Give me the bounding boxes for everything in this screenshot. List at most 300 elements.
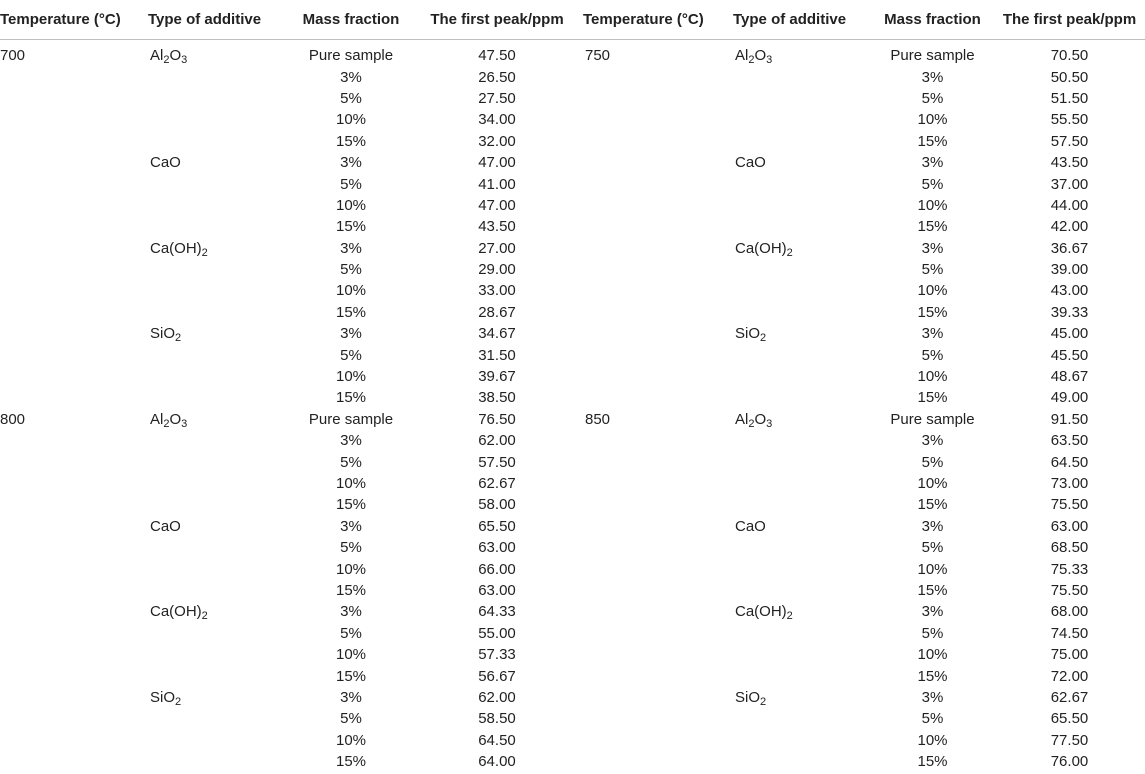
first-peak-cell: 39.67: [478, 368, 516, 386]
additive-cell: CaO: [150, 154, 181, 172]
first-peak-cell: 68.50: [1050, 539, 1089, 557]
table-row: [0, 88, 1145, 109]
additive-cell: [733, 409, 871, 430]
mass-fraction-cell: 10%: [335, 646, 367, 664]
table-row: [0, 516, 1145, 537]
first-peak-cell: 38.50: [478, 389, 516, 407]
temperature-cell: [0, 623, 148, 644]
additive-cell: [148, 430, 291, 451]
additive-cell: [733, 730, 871, 751]
formula-subscript: 2: [760, 695, 767, 708]
first-peak-cell: 58.00: [478, 496, 516, 514]
table-row: [0, 323, 1145, 344]
first-peak-cell: 47.00: [478, 196, 516, 214]
mass-fraction-cell: 3%: [921, 154, 944, 172]
temperature-cell: [0, 238, 148, 259]
first-peak-cell: 39.00: [1050, 261, 1089, 279]
first-peak-cell: 62.67: [478, 475, 516, 492]
temperature-cell: [0, 601, 148, 622]
formula-text: Ca(OH): [150, 239, 202, 257]
mass-fraction-cell: 3%: [340, 432, 362, 450]
temperature-cell: [583, 473, 733, 494]
formula-subscript: 3: [181, 417, 188, 430]
additive-cell: [148, 537, 291, 558]
first-peak-cell: 42.00: [1050, 218, 1089, 236]
temperature-cell: [0, 280, 148, 301]
temperature-cell: [0, 259, 148, 280]
first-peak-cell: 63.00: [478, 539, 516, 557]
mass-fraction-cell: 5%: [340, 175, 362, 193]
first-peak-cell: 75.50: [1050, 496, 1089, 514]
mass-fraction-cell: 3%: [921, 517, 944, 535]
table-row: [0, 195, 1145, 216]
mass-fraction-cell: 10%: [917, 646, 948, 664]
header-mass-fraction: Mass fraction: [291, 0, 411, 40]
additive-cell: [733, 580, 871, 601]
table-row: [0, 708, 1145, 729]
mass-fraction-cell: 3%: [921, 68, 944, 86]
header-temperature: Temperature (°C): [0, 0, 148, 40]
first-peak-cell: 63.50: [1050, 432, 1089, 450]
temperature-cell: [0, 216, 148, 237]
additive-cell: [733, 387, 871, 408]
temperature-cell: 750: [585, 47, 611, 65]
first-peak-cell: 36.67: [1050, 239, 1089, 257]
first-peak-cell: 55.00: [478, 624, 516, 642]
temperature-cell: 700: [0, 47, 26, 65]
table-row: [0, 40, 1145, 67]
temperature-cell: [0, 687, 148, 708]
additive-cell: [148, 366, 291, 387]
mass-fraction-cell: 3%: [340, 154, 362, 172]
first-peak-cell: 75.50: [1050, 581, 1089, 599]
mass-fraction-cell: Pure sample: [890, 410, 975, 428]
formula-text: Al: [150, 410, 164, 428]
mass-fraction-cell: 3%: [340, 688, 362, 706]
temperature-cell: [0, 173, 148, 194]
formula-text: Ca(OH): [150, 603, 202, 621]
additive-cell: [148, 238, 291, 259]
temperature-cell: [0, 644, 148, 665]
mass-fraction-cell: 5%: [340, 89, 362, 107]
additive-cell: [733, 238, 871, 259]
first-peak-cell: 47.00: [478, 154, 516, 172]
table-row: [0, 131, 1145, 152]
temperature-cell: [583, 323, 733, 344]
temperature-cell: [583, 623, 733, 644]
additive-cell: [733, 280, 871, 301]
formula-subscript: 2: [786, 610, 793, 623]
temperature-cell: [583, 494, 733, 515]
mass-fraction-cell: 3%: [921, 432, 944, 450]
mass-fraction-cell: 15%: [335, 496, 367, 514]
first-peak-cell: 47.50: [478, 47, 516, 65]
temperature-cell: [0, 451, 148, 472]
first-peak-cell: 62.00: [478, 432, 516, 450]
mass-fraction-cell: 5%: [921, 453, 944, 471]
mass-fraction-cell: 10%: [917, 111, 948, 129]
first-peak-cell: 77.50: [1050, 731, 1089, 749]
first-peak-cell: 41.00: [478, 175, 516, 193]
first-peak-cell: 28.67: [478, 303, 516, 321]
first-peak-cell: 45.50: [1050, 346, 1089, 364]
table-row: [0, 601, 1145, 622]
mass-fraction-cell: 3%: [340, 325, 362, 343]
first-peak-cell: 44.00: [1050, 196, 1089, 214]
table-row: [0, 494, 1145, 515]
mass-fraction-cell: 15%: [917, 132, 948, 150]
first-peak-cell: 49.00: [1050, 389, 1089, 407]
mass-fraction-cell: 5%: [921, 539, 944, 557]
formula-text: O: [754, 47, 767, 65]
header-mass-fraction: Mass fraction: [871, 0, 994, 40]
table-row: [0, 216, 1145, 237]
first-peak-cell: 57.33: [478, 646, 516, 664]
first-peak-cell: 70.50: [1050, 47, 1089, 65]
additive-cell: [148, 687, 291, 708]
mass-fraction-cell: 10%: [335, 475, 367, 492]
mass-fraction-cell: 15%: [917, 218, 948, 236]
formula-text: Ca(OH): [735, 239, 787, 257]
first-peak-cell: 64.50: [478, 731, 516, 749]
additive-cell: [733, 751, 871, 772]
temperature-cell: [583, 580, 733, 601]
mass-fraction-cell: 10%: [335, 560, 367, 578]
additive-cell: [148, 109, 291, 130]
table-row: [0, 665, 1145, 686]
additive-cell: [148, 131, 291, 152]
first-peak-cell: 55.50: [1050, 111, 1089, 129]
first-peak-cell: 76.00: [1050, 753, 1089, 771]
additive-cell: [733, 88, 871, 109]
formula-text: SiO: [735, 688, 761, 706]
additive-cell: [148, 580, 291, 601]
mass-fraction-cell: 5%: [340, 539, 362, 557]
mass-fraction-cell: 5%: [921, 624, 944, 642]
mass-fraction-cell: Pure sample: [308, 47, 394, 65]
additive-cell: [148, 323, 291, 344]
temperature-cell: [583, 88, 733, 109]
table-row: [0, 366, 1145, 387]
additive-cell: [733, 195, 871, 216]
mass-fraction-cell: 10%: [335, 196, 367, 214]
first-peak-cell: 91.50: [1050, 410, 1089, 428]
first-peak-cell: 43.50: [478, 218, 516, 236]
temperature-cell: [583, 344, 733, 365]
additive-cell: [148, 751, 291, 772]
mass-fraction-cell: 10%: [335, 111, 367, 129]
formula-subscript: 2: [760, 332, 767, 345]
additive-cell: [733, 366, 871, 387]
temperature-cell: [583, 195, 733, 216]
first-peak-cell: 64.50: [1050, 453, 1089, 471]
temperature-cell: [0, 109, 148, 130]
first-peak-cell: 62.00: [478, 688, 516, 706]
mass-fraction-cell: 5%: [340, 346, 362, 364]
temperature-cell: [583, 430, 733, 451]
first-peak-cell: 39.33: [1050, 303, 1089, 321]
temperature-cell: [0, 537, 148, 558]
header-temperature: Temperature (°C): [583, 0, 733, 40]
mass-fraction-cell: 10%: [917, 196, 948, 214]
temperature-cell: [0, 751, 148, 772]
additive-cell: [733, 173, 871, 194]
mass-fraction-cell: 10%: [335, 368, 367, 386]
formula-text: SiO: [735, 325, 761, 343]
additive-cell: [733, 323, 871, 344]
additive-cell: [148, 259, 291, 280]
table-row: [0, 687, 1145, 708]
first-peak-cell: 34.00: [478, 111, 516, 129]
table-row: [0, 730, 1145, 751]
formula-subscript: 2: [175, 332, 182, 345]
mass-fraction-cell: 3%: [340, 68, 362, 86]
first-peak-cell: 27.50: [478, 89, 516, 107]
additive-cell: [148, 344, 291, 365]
first-peak-cell: 75.33: [1050, 560, 1089, 578]
table-row: [0, 644, 1145, 665]
table-row: [0, 580, 1145, 601]
additive-cell: [733, 451, 871, 472]
first-peak-cell: 65.50: [1050, 710, 1089, 728]
formula-text: Ca(OH): [735, 603, 787, 621]
additive-cell: [733, 131, 871, 152]
mass-fraction-cell: 3%: [921, 325, 944, 343]
additive-cell: [733, 109, 871, 130]
mass-fraction-cell: 15%: [335, 667, 367, 685]
table-row: [0, 623, 1145, 644]
first-peak-cell: 27.00: [478, 239, 516, 257]
first-peak-cell: 33.00: [478, 282, 516, 300]
mass-fraction-cell: 15%: [335, 303, 367, 321]
formula-subscript: 2: [163, 54, 170, 67]
first-peak-cell: 43.50: [1050, 154, 1089, 172]
table-header-row: [0, 0, 1145, 40]
table-row: [0, 152, 1145, 173]
additive-cell: [148, 494, 291, 515]
table-row: [0, 409, 1145, 430]
formula-text: SiO: [150, 325, 176, 343]
temperature-cell: [0, 730, 148, 751]
first-peak-cell: 64.00: [478, 753, 516, 771]
additive-cell: [733, 494, 871, 515]
first-peak-cell: 37.00: [1050, 175, 1089, 193]
additive-cell: [148, 623, 291, 644]
first-peak-cell: 26.50: [478, 68, 516, 86]
mass-fraction-cell: 10%: [335, 731, 367, 749]
mass-fraction-cell: 5%: [340, 261, 362, 279]
temperature-cell: [0, 708, 148, 729]
additive-cell: [733, 623, 871, 644]
mass-fraction-cell: 5%: [340, 710, 362, 728]
table-row: [0, 109, 1145, 130]
first-peak-cell: 68.00: [1050, 603, 1089, 621]
additive-cell: [148, 66, 291, 87]
mass-fraction-cell: 3%: [340, 517, 362, 535]
first-peak-cell: 45.00: [1050, 325, 1089, 343]
additive-cell: [148, 88, 291, 109]
mass-fraction-cell: 10%: [335, 282, 367, 300]
additive-cell: [733, 665, 871, 686]
additive-cell: [148, 387, 291, 408]
temperature-cell: [583, 537, 733, 558]
table-row: [0, 451, 1145, 472]
temperature-cell: [0, 344, 148, 365]
additive-cell: [148, 473, 291, 494]
first-peak-cell: 66.00: [478, 560, 516, 578]
additive-cell: [733, 687, 871, 708]
additive-cell: [148, 644, 291, 665]
formula-text: Al: [735, 47, 749, 65]
additive-cell: [733, 344, 871, 365]
additive-cell: [733, 558, 871, 579]
table-body: [0, 40, 1145, 773]
temperature-cell: [583, 387, 733, 408]
mass-fraction-cell: 5%: [921, 710, 944, 728]
mass-fraction-cell: 15%: [335, 753, 367, 771]
temperature-cell: [0, 366, 148, 387]
temperature-cell: [0, 516, 148, 537]
first-peak-cell: 29.00: [478, 261, 516, 279]
mass-fraction-cell: 15%: [917, 753, 948, 771]
temperature-cell: [583, 366, 733, 387]
first-peak-cell: 51.50: [1050, 89, 1089, 107]
formula-text: Al: [735, 410, 749, 428]
table-row: [0, 537, 1145, 558]
mass-fraction-cell: 15%: [335, 132, 367, 150]
additive-cell: [733, 302, 871, 323]
table-row: [0, 387, 1145, 408]
additive-cell: [733, 66, 871, 87]
temperature-cell: [583, 687, 733, 708]
first-peak-cell: 56.67: [478, 667, 516, 685]
mass-fraction-cell: 15%: [917, 667, 948, 685]
temperature-cell: [0, 665, 148, 686]
additive-cell: [733, 537, 871, 558]
formula-subscript: 2: [163, 417, 170, 430]
mass-fraction-cell: 5%: [340, 624, 362, 642]
temperature-cell: [583, 601, 733, 622]
additive-cell: [733, 430, 871, 451]
table-row: [0, 280, 1145, 301]
temperature-cell: [583, 238, 733, 259]
header-additive: Type of additive: [148, 0, 291, 40]
temperature-cell: [0, 195, 148, 216]
temperature-cell: [0, 387, 148, 408]
temperature-cell: [0, 558, 148, 579]
first-peak-cell: 72.00: [1050, 667, 1089, 685]
temperature-cell: [583, 665, 733, 686]
mass-fraction-cell: 15%: [917, 496, 948, 514]
additive-cell: [148, 558, 291, 579]
formula-subscript: 3: [766, 417, 773, 430]
first-peak-cell: 63.00: [1050, 517, 1089, 535]
temperature-cell: [583, 708, 733, 729]
table-row: [0, 259, 1145, 280]
first-peak-cell: 76.50: [478, 410, 516, 428]
mass-fraction-cell: 15%: [917, 581, 948, 599]
mass-fraction-cell: 3%: [921, 688, 944, 706]
first-peak-cell: 75.00: [1050, 646, 1089, 664]
table-row: [0, 344, 1145, 365]
mass-fraction-cell: 5%: [921, 89, 944, 107]
first-peak-cell: 64.33: [478, 603, 516, 621]
additive-cell: [148, 665, 291, 686]
additive-cell: [148, 195, 291, 216]
mass-fraction-cell: 15%: [335, 218, 367, 236]
formula-subscript: 2: [201, 246, 208, 259]
temperature-cell: [0, 580, 148, 601]
additive-cell: [148, 173, 291, 194]
mass-fraction-cell: Pure sample: [890, 47, 975, 65]
formula-subscript: 2: [175, 695, 182, 708]
temperature-cell: [583, 173, 733, 194]
additive-cell: [733, 473, 871, 494]
temperature-cell: [583, 66, 733, 87]
formula-subscript: 2: [748, 417, 755, 430]
temperature-cell: [583, 152, 733, 173]
first-peak-cell: 74.50: [1050, 624, 1089, 642]
mass-fraction-cell: 10%: [917, 560, 948, 578]
table-row: [0, 302, 1145, 323]
mass-fraction-cell: 5%: [340, 453, 362, 471]
additive-cell: [733, 216, 871, 237]
mass-fraction-cell: 15%: [917, 389, 948, 407]
formula-text: Al: [150, 47, 164, 65]
temperature-cell: [583, 131, 733, 152]
first-peak-cell: 57.50: [478, 453, 516, 471]
temperature-cell: [0, 430, 148, 451]
additive-cell: [148, 601, 291, 622]
temperature-cell: [583, 280, 733, 301]
table-row: [0, 751, 1145, 772]
formula-subscript: 2: [748, 54, 755, 67]
temperature-cell: [583, 644, 733, 665]
temperature-cell: [0, 323, 148, 344]
temperature-cell: [0, 473, 148, 494]
table-row: [0, 430, 1145, 451]
additive-cell: CaO: [735, 517, 766, 535]
formula-subscript: 3: [766, 54, 773, 67]
formula-subscript: 3: [181, 54, 188, 67]
mass-fraction-cell: 5%: [921, 346, 944, 364]
formula-text: O: [754, 410, 767, 428]
mass-fraction-cell: Pure sample: [308, 410, 394, 428]
first-peak-cell: 62.67: [1050, 688, 1089, 706]
mass-fraction-cell: 5%: [921, 261, 944, 279]
additive-cell: [733, 708, 871, 729]
first-peak-cell: 63.00: [478, 581, 516, 599]
mass-fraction-cell: 3%: [921, 603, 944, 621]
formula-text: O: [169, 47, 182, 65]
table-row: [0, 473, 1145, 494]
additive-cell: CaO: [735, 154, 766, 172]
temperature-cell: [0, 494, 148, 515]
mass-fraction-cell: 5%: [921, 175, 944, 193]
first-peak-cell: 58.50: [478, 710, 516, 728]
header-first-peak: The first peak/ppm: [411, 0, 583, 40]
table-row: [0, 66, 1145, 87]
mass-fraction-cell: 15%: [335, 389, 367, 407]
additive-cell: [148, 730, 291, 751]
first-peak-cell: 32.00: [478, 132, 516, 150]
additive-cell: [733, 644, 871, 665]
temperature-cell: [0, 152, 148, 173]
additive-cell: [148, 409, 291, 430]
additive-cell: [733, 40, 871, 67]
temperature-cell: [583, 259, 733, 280]
mass-fraction-cell: 10%: [917, 282, 948, 300]
